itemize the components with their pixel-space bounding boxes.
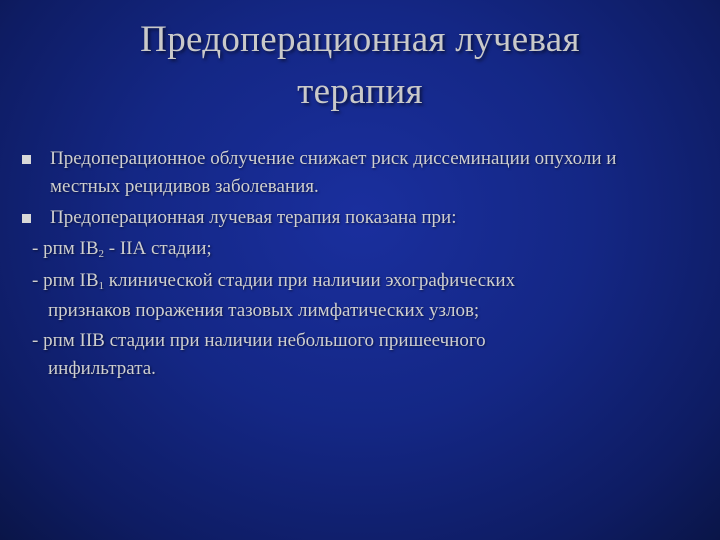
sub-item xyxy=(22,235,672,265)
sub-item xyxy=(22,267,672,325)
square-bullet-icon xyxy=(22,155,31,164)
bullet-list xyxy=(22,145,672,232)
sub-item-text: - IIА стадии; xyxy=(104,238,212,259)
bullet-item xyxy=(37,145,672,201)
bullet-text: Предоперационное облучение снижает риск диссеминации опухоли и местных рецидивов заболевания. xyxy=(50,148,617,197)
square-bullet-icon xyxy=(22,214,31,223)
sub-item-text: клинической стадии при наличии эхографических xyxy=(104,270,516,291)
subscript: 1 xyxy=(98,280,105,292)
slide-body xyxy=(22,145,672,385)
slide-title-line-1: Предоперационная лучевая xyxy=(140,19,580,60)
slide-title xyxy=(60,14,660,118)
sub-item-text: - рпм IB xyxy=(32,270,99,291)
bullet-item xyxy=(37,204,672,232)
subscript: 2 xyxy=(98,248,105,260)
bullet-text: Предоперационная лучевая терапия показана при: xyxy=(50,207,457,228)
slide-title-line-2: терапия xyxy=(297,71,423,112)
sub-item-text: - рпм IB xyxy=(32,238,99,259)
sub-item-text: - рпм IIВ стадии при наличии небольшого пришеечного xyxy=(32,330,486,351)
sub-item-continuation: инфильтрата. xyxy=(48,358,156,379)
sub-item-continuation: признаков поражения тазовых лимфатических узлов; xyxy=(48,300,480,321)
sub-item xyxy=(22,327,672,383)
